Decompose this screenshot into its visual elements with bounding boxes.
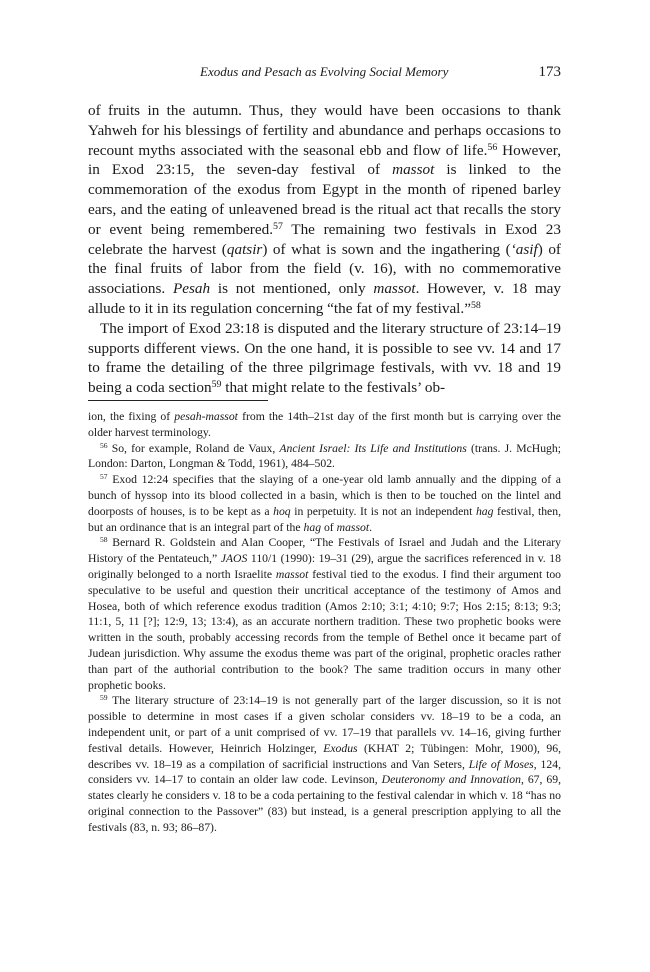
footnote-continuation — [88, 409, 561, 441]
footnote-number: 57 — [100, 472, 108, 482]
italic-title: Deuteronomy and Innovation — [381, 773, 521, 787]
footnote-ref-56: 56 — [487, 141, 498, 153]
italic-title: Ancient Israel: Its Life and Institutions — [279, 441, 467, 455]
italic-term: massot — [275, 567, 309, 581]
text-run: ion, the fixing of — [88, 410, 175, 423]
italic-term: qatsir — [226, 240, 263, 258]
text-run: of — [321, 520, 337, 534]
running-head — [88, 64, 561, 84]
text-run: However, in Exod 23:15, the seven-day festival of — [88, 141, 561, 179]
italic-term: Pesah — [172, 280, 211, 298]
text-run: Bernard R. Goldstein and Alan Cooper, “The Festivals of Israel and Judah and the Literary History of the Pentateuch,” — [88, 536, 561, 566]
text-run: So, for example, Roland de Vaux, — [107, 441, 280, 455]
footnote-number: 56 — [100, 440, 108, 450]
text-run: Exod 12:24 specifies that the slaying of a one-year old lamb annually and the dipping of a bunch of hyssop into its blood collected in a basin, which is then to be touched on the lintel and doorposts of houses, is to be kept as a — [88, 473, 561, 518]
text-run: . However, v. 18 may allude to it in its regulation concerning “the fat of my festival.” — [88, 280, 561, 317]
text-run: , 67, 69, states clearly he considers v. 18 to be a coda pertaining to the festival calendar in which v. 18 “has no original connection to the Passover” (83) but instead, is a general prescription applying to all the festivals (83, n. 93; 86–87). — [88, 773, 562, 834]
italic-title: Exodus — [323, 741, 358, 755]
text-run: . — [369, 520, 373, 534]
italic-term: massot — [336, 520, 370, 534]
text-run: The literary structure of 23:14–19 is not generally part of the larger discussion, so it is not possible to determine in most cases if a given scholar considers vv. 18–19 to be a coda, an independent unit, or part of a unit comprised of vv. 17–19 that parallels vv. 14–16, giving further festival details. However, Heinrich Holzinger, — [88, 694, 561, 755]
page-number: 173 — [538, 64, 561, 80]
italic-title: Life of Moses — [468, 757, 534, 771]
text-run: 110/1 (1990): 19–31 (29), argue the sacrifices referenced in v. 18 originally belonged to a north Israelite — [88, 552, 561, 581]
footnote-ref-58: 58 — [470, 299, 481, 311]
italic-term: massot — [392, 161, 435, 179]
italic-term: massot — [373, 280, 416, 298]
text-run: , 124, considers vv. 14–17 to contain an older law code. Levinson, — [88, 757, 561, 787]
footnote-56 — [88, 441, 561, 473]
text-run: of fruits in the autumn. Thus, they would have been occasions to thank Yahweh for his blessings of fertility and abundance and perhaps occasions to recount myths associated with the seasonal ebb and flow of life. — [88, 102, 561, 159]
italic-term: hoq — [273, 504, 291, 518]
footnote-57 — [88, 472, 561, 535]
italic-term: hag — [303, 520, 322, 534]
text-run: (trans. J. McHugh; London: Darton, Longman & Todd, 1961), 484–502. — [88, 441, 561, 471]
footnote-59 — [88, 693, 561, 835]
text-run: festival, then, but an ordinance that is an integral part of the — [88, 504, 561, 534]
text-run: The remaining two festivals in Exod 23 celebrate the harvest ( — [88, 220, 561, 258]
footnote-number: 58 — [100, 535, 108, 545]
footnote-number: 59 — [100, 693, 108, 703]
paragraph-2 — [88, 319, 561, 398]
italic-term: ‘asif — [510, 240, 538, 258]
running-title: Exodus and Pesach as Evolving Social Memory — [200, 64, 449, 79]
text-run: ) of the final fruits of labor from the field (v. 16), with no commemorative associations. — [88, 240, 561, 298]
text-run: that might relate to the festivals’ ob- — [221, 379, 446, 397]
italic-term: hag — [475, 504, 494, 518]
footnote-58 — [88, 535, 561, 693]
italic-term: pesah-massot — [174, 410, 238, 423]
text-run: from the 14th–21st day of the first month but is carrying over the older harvest terminology. — [88, 410, 561, 439]
footnotes — [88, 409, 561, 836]
footnote-ref-59: 59 — [211, 379, 222, 391]
italic-title: JAOS — [220, 552, 248, 566]
text-run: festival tied to the exodus. I find their argument too speculative to be useful and question their uncritical acceptance of the testimony of Amos and Hosea, both of which reference exodus tradition (Amos 2:10; 3:1; 4:10; 9:7; Hos 2:15; 8:13; 9:3; 11:1, 5, 11 [?]; 12:9, 13; 13:4), as an accurate northern tradition. These two prophetic books were written in the south, probably accessing records from the temple of Bethel once it became part of Judean jurisdiction. Why assume the exodus theme was part of the original, prophetic oracles rather than part of the authorial contribution to the book? The same tradition occurs in many other prophetic books. — [88, 567, 562, 692]
text-run: is linked to the commemoration of the exodus from Egypt in the month of ripened barley ears, and the eating of unleavened bread is the ritual act that recalls the story or event being remembered. — [88, 161, 561, 238]
footnote-separator — [88, 400, 268, 401]
text-run: (KHAT 2; Tübingen: Mohr, 1900), 96, describes vv. 18–19 as a compilation of sacrificial instructions and Van Seters, — [88, 741, 561, 771]
text-run: is not mentioned, only — [210, 280, 374, 298]
footnote-ref-57: 57 — [273, 220, 283, 232]
text-run: ) of what is sown and the ingathering ( — [262, 240, 511, 258]
paragraph-1 — [88, 101, 561, 319]
text-run: in perpetuity. It is not an independent — [290, 504, 476, 518]
text-run: The import of Exod 23:18 is disputed and the literary structure of 23:14–19 supports different views. On the one hand, it is possible to see vv. 14 and 17 to frame the detailing of the three pilgrimage festivals, with vv. 18 and 19 being a coda section — [88, 319, 561, 397]
main-text — [88, 101, 561, 398]
